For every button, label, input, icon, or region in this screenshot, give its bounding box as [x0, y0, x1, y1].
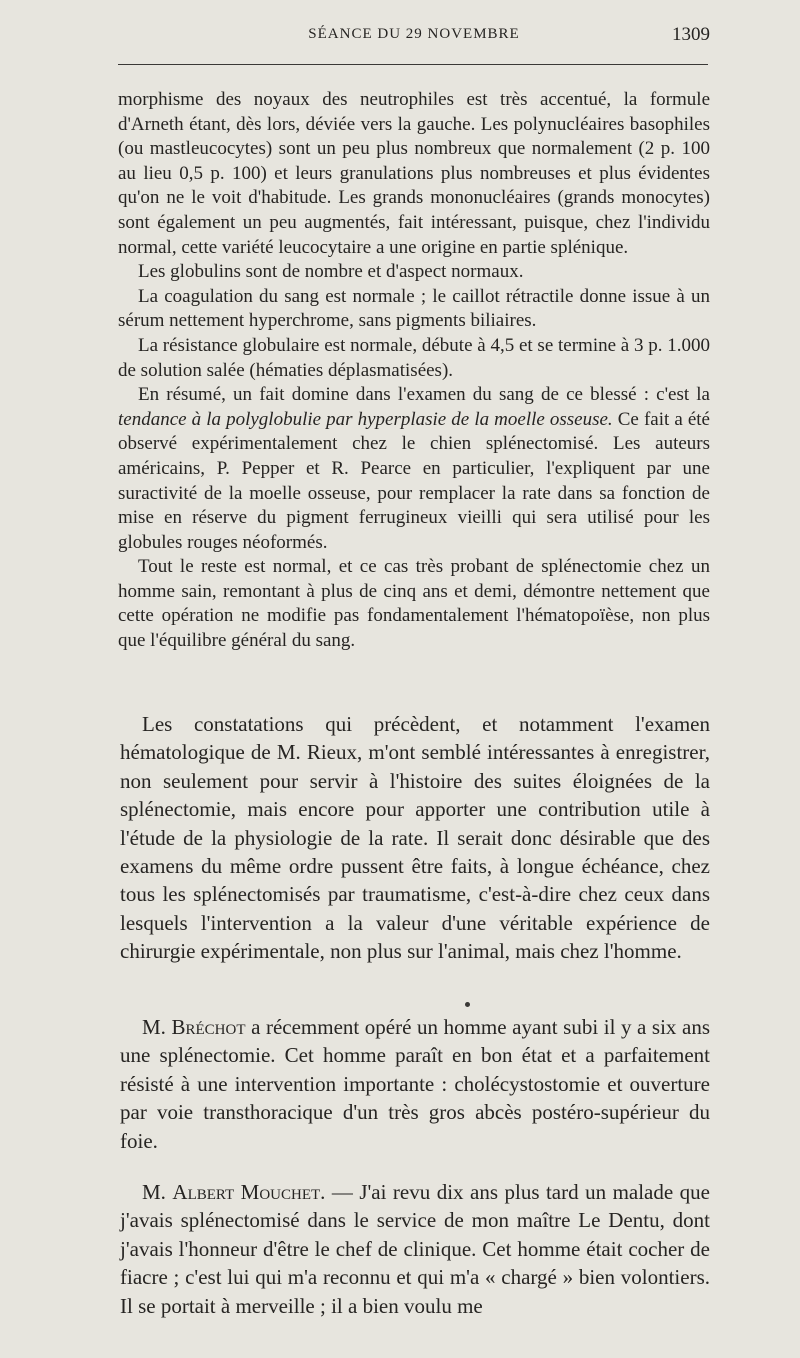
- page-header: [118, 26, 710, 56]
- paragraph-coagulation: La coagulation du sang est normale ; le caillot rétractile donne issue à un sérum nettement hyperchrome, sans pigments biliaires.: [118, 285, 710, 332]
- mouchet-text: — J'ai revu dix ans plus tard un malade que j'avais splénectomisé dans le service de mon maître Le Dentu, dont j'avais l'honneur d'être le chef de clinique. Cet homme était cocher de fiacre ; c'est lui qui m'a reconnu et qui m'a « chargé » bien volontiers. Il se portait à merveille ; il a bien voulu me: [120, 1180, 710, 1318]
- conclusion-section: [120, 710, 710, 966]
- brechot-name: Bréchot: [171, 1015, 246, 1039]
- mouchet-name: Albert Mouchet.: [172, 1180, 326, 1204]
- paragraph-constatations: Les constatations qui précèdent, et notamment l'examen hématologique de M. Rieux, m'ont semblé intéressantes à enregistrer, non seulement pour servir à l'histoire des suites éloignées de la splénectomie, mais encore pour apporter une contribution utile à l'étude de la physiologie de la rate. Il serait donc désirable que des examens du même ordre pussent être faits, à longue échéance, chez tous les splénectomisés par traumatisme, c'est-à-dire chez ceux dans lesquels l'intervention a la valeur d'une véritable expérience de chirurgie expérimentale, non plus sur l'animal, mais chez l'homme.: [120, 712, 710, 964]
- paragraph-conclusion-report: Tout le reste est normal, et ce cas très probant de splénectomie chez un homme sain, remontant à plus de cinq ans et demi, démontre nettement que cette opération ne modifie pas fondamentalement l'hématopoïèse, non plus que l'équilibre général du sang.: [118, 556, 710, 652]
- summary-end: Ce fait a été observé expérimentalement chez le chien splénectomisé. Les auteurs américains, P. Pepper et R. Pearce en particulier, l'expliquent par une suractivité de la moelle osseuse, pour remplacer la rate dans sa fonction de mise en réserve du pigment ferrugineux vieilli qui sera utilisé pour les globules rouges néoformés.: [118, 408, 710, 553]
- blood-report-section: [118, 88, 710, 654]
- brechot-prefix: M.: [142, 1015, 172, 1039]
- printer-dot: [465, 1002, 470, 1007]
- paragraph-mouchet: [120, 1178, 710, 1320]
- summary-italic: tendance à la polyglobulie par hyperplasie de la moelle osseuse.: [118, 408, 613, 430]
- header-rule: [118, 64, 708, 65]
- paragraph-brechot: [120, 1013, 710, 1155]
- brechot-text: a récemment opéré un homme ayant subi il y a six ans une splénectomie. Cet homme paraît en bon état et a parfaitement résisté à une intervention importante : cholécystostomie et ouverture par voie transthoracique d'un très gros abcès postéro-supérieur du foie.: [120, 1015, 710, 1153]
- paragraph-globulins: Les globulins sont de nombre et d'aspect normaux.: [138, 261, 524, 283]
- paragraph-resistance: La résistance globulaire est normale, débute à 4,5 et se termine à 3 p. 1.000 de solution salée (hématies déplasmatisées).: [118, 334, 710, 381]
- brechot-section: [120, 1013, 710, 1155]
- paragraph-neutrophils: morphisme des noyaux des neutrophiles est très accentué, la formule d'Arneth étant, dès lors, déviée vers la gauche. Les polynucléaires basophiles (ou mastleucocytes) sont un peu plus nombreux que normalement (2 p. 100 au lieu 0,5 p. 100) et leurs granulations plus nombreuses et plus évidentes qu'on ne le voit d'habitude. Les grands mononucléaires (grands monocytes) sont également un peu augmentés, fait intéressant, puisque, chez l'individu normal, cette variété leucocytaire a une origine en partie splénique.: [118, 89, 710, 258]
- page-number: 1309: [672, 24, 710, 45]
- mouchet-prefix: M.: [142, 1180, 173, 1204]
- running-head: SÉANCE DU 29 NOVEMBRE: [308, 26, 520, 42]
- mouchet-section: [120, 1178, 710, 1320]
- summary-start: En résumé, un fait domine dans l'examen du sang de ce blessé : c'est la: [138, 384, 710, 406]
- paragraph-summary: [118, 383, 710, 555]
